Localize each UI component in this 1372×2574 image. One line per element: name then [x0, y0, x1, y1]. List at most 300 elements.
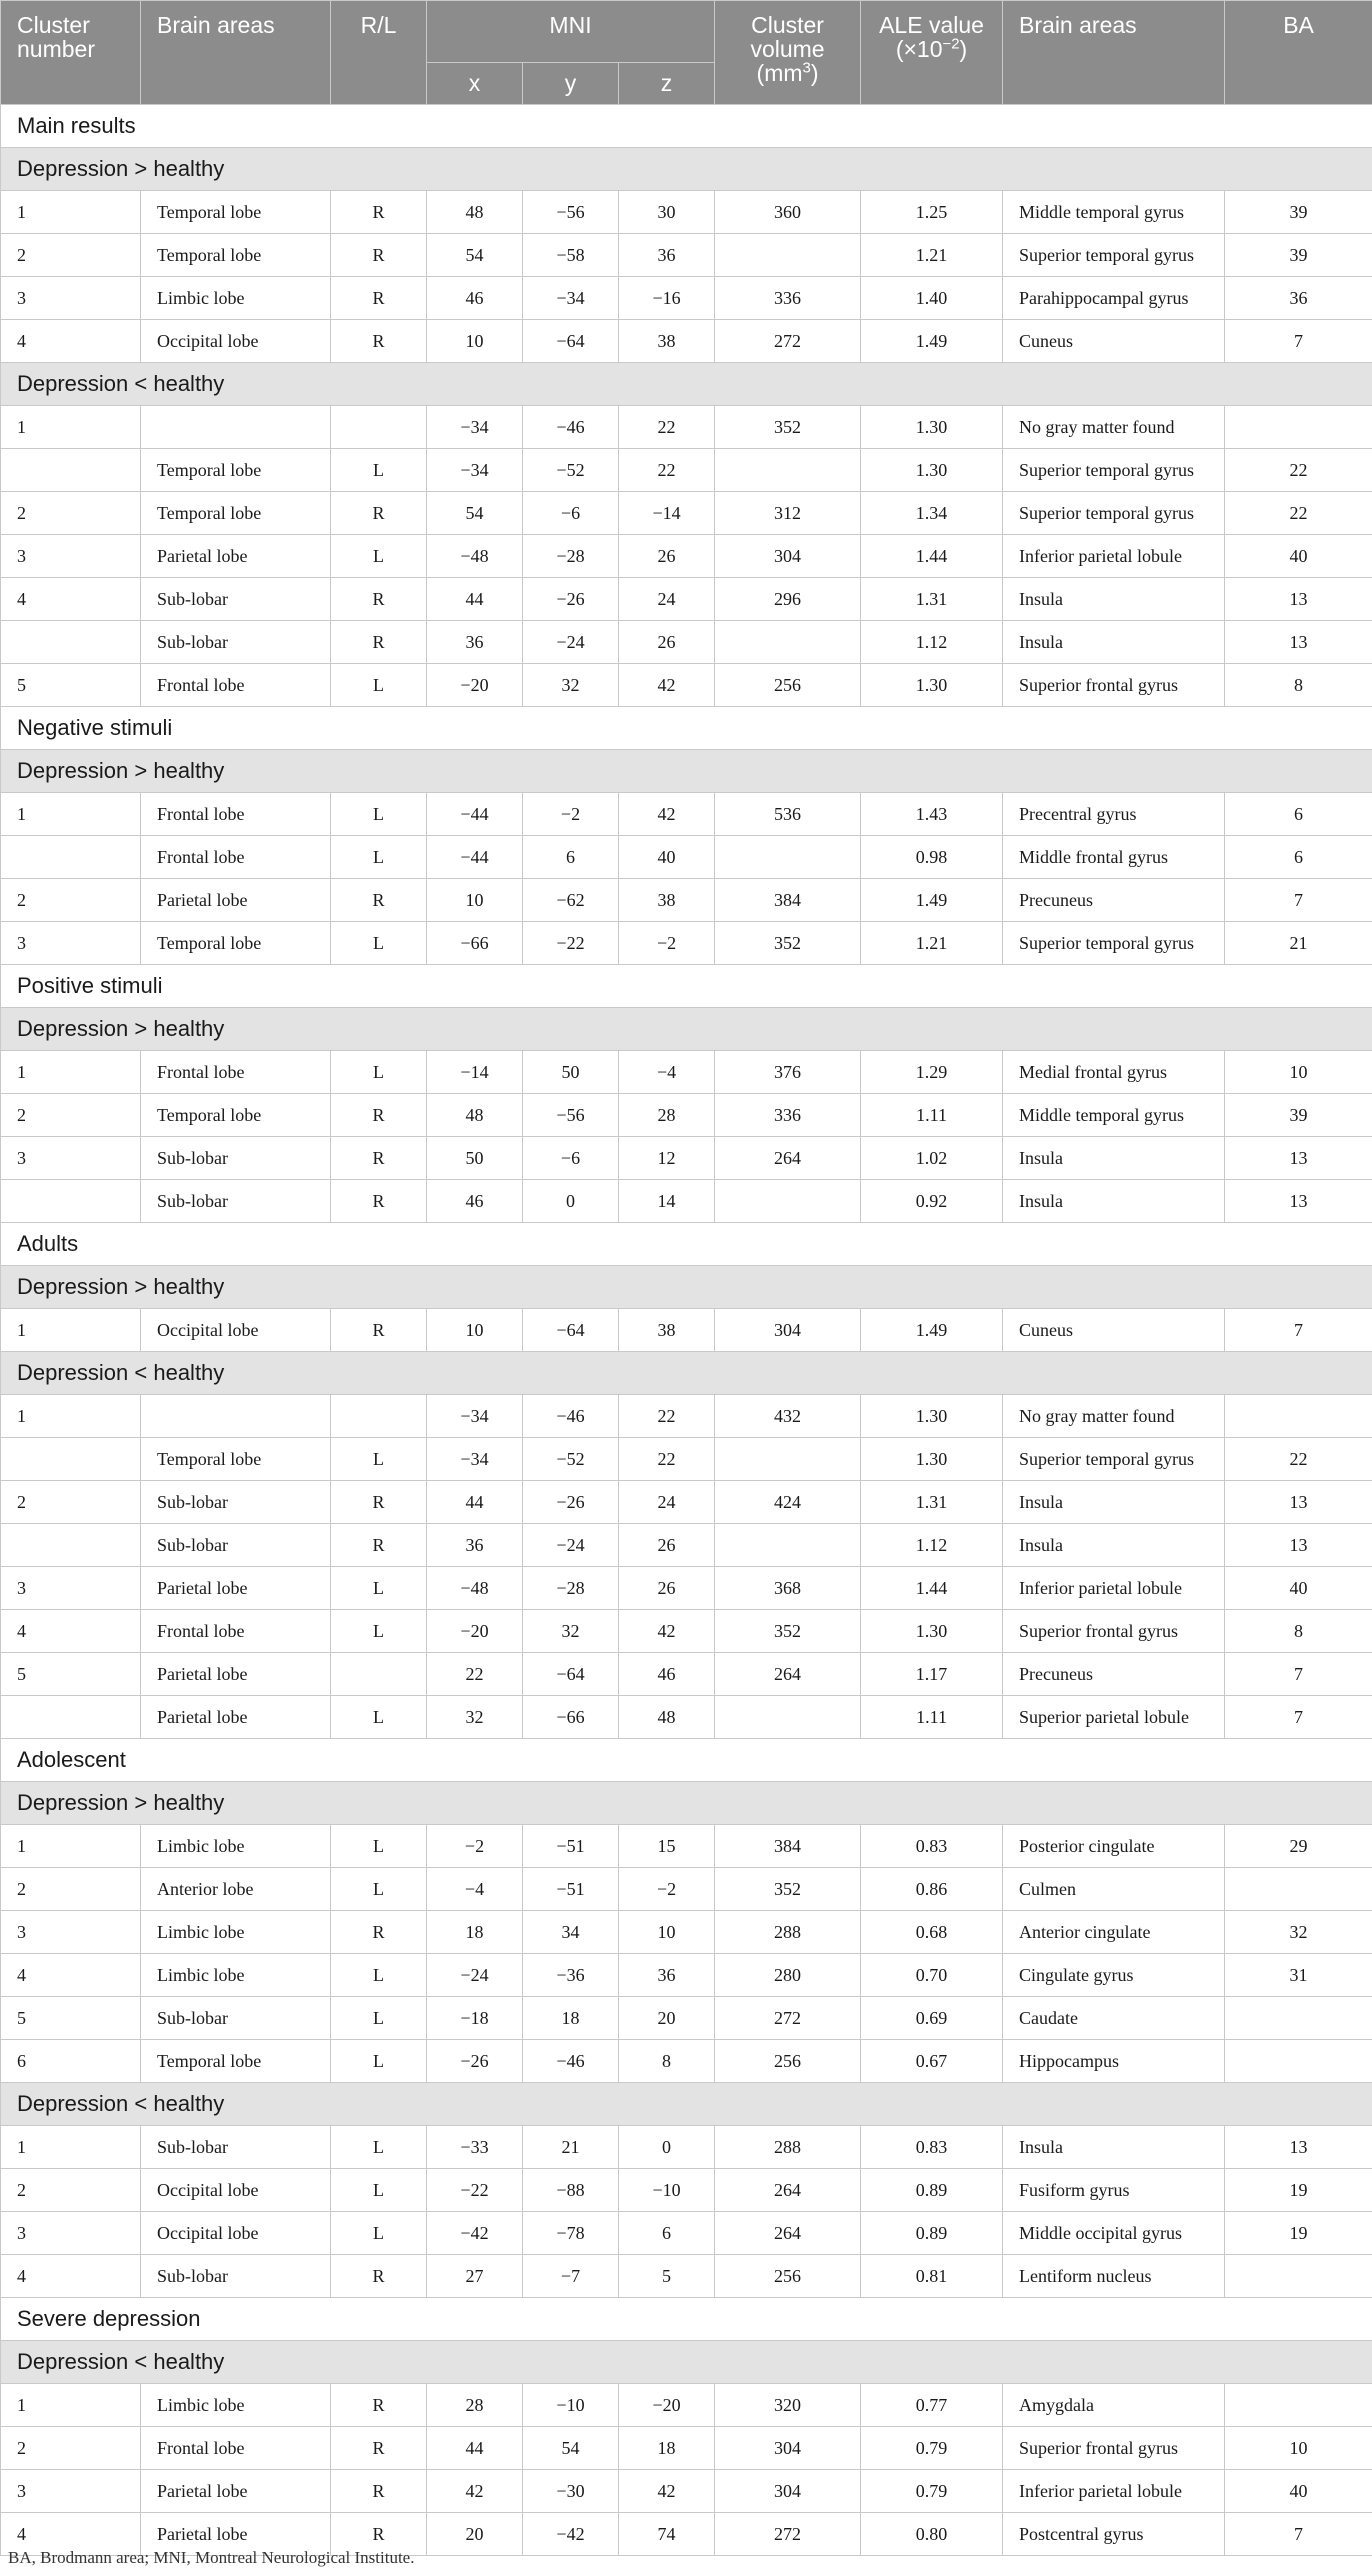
- subsection-label: Depression < healthy: [1, 1352, 1372, 1395]
- cell-mni-x: 22: [427, 1653, 523, 1696]
- cell-mni-y: −22: [523, 922, 619, 965]
- cell-ba: 22: [1225, 492, 1372, 535]
- cell-brain-area: Sub-lobar: [141, 1997, 331, 2040]
- cell-cluster-volume: [715, 449, 861, 492]
- cell-ale-value: 0.79: [861, 2470, 1003, 2513]
- header-rl: R/L: [331, 1, 427, 105]
- cell-mni-x: −42: [427, 2212, 523, 2255]
- cell-mni-x: 28: [427, 2384, 523, 2427]
- cell-cluster-volume: 376: [715, 1051, 861, 1094]
- cell-brain-region: Insula: [1003, 2126, 1225, 2169]
- table-row: [1, 664, 1372, 707]
- cell-mni-y: −78: [523, 2212, 619, 2255]
- cell-ale-value: 1.30: [861, 1395, 1003, 1438]
- cell-mni-x: 20: [427, 2513, 523, 2556]
- cell-mni-y: −24: [523, 1524, 619, 1567]
- cell-hemisphere: [331, 1395, 427, 1438]
- cell-ba: 13: [1225, 1137, 1372, 1180]
- cell-mni-z: 38: [619, 320, 715, 363]
- cell-ba: [1225, 406, 1372, 449]
- cell-brain-area: Frontal lobe: [141, 1051, 331, 1094]
- cell-mni-z: 74: [619, 2513, 715, 2556]
- cell-hemisphere: L: [331, 2169, 427, 2212]
- cell-hemisphere: L: [331, 1868, 427, 1911]
- cell-brain-region: Insula: [1003, 1524, 1225, 1567]
- cell-cluster-volume: 424: [715, 1481, 861, 1524]
- cell-hemisphere: R: [331, 2255, 427, 2298]
- cell-brain-area: Frontal lobe: [141, 664, 331, 707]
- cell-ba: 36: [1225, 277, 1372, 320]
- cell-cluster-number: 1: [1, 191, 141, 234]
- cell-hemisphere: R: [331, 1137, 427, 1180]
- cell-ale-value: 0.86: [861, 1868, 1003, 1911]
- cell-ale-value: 1.30: [861, 1610, 1003, 1653]
- cell-mni-y: −51: [523, 1825, 619, 1868]
- cell-cluster-number: 2: [1, 1094, 141, 1137]
- cell-ale-value: 0.80: [861, 2513, 1003, 2556]
- cell-brain-area: Sub-lobar: [141, 1137, 331, 1180]
- cell-mni-y: 32: [523, 664, 619, 707]
- cell-mni-y: −28: [523, 1567, 619, 1610]
- cell-cluster-volume: 368: [715, 1567, 861, 1610]
- cell-brain-region: Amygdala: [1003, 2384, 1225, 2427]
- cell-brain-area: Frontal lobe: [141, 793, 331, 836]
- table-body: [1, 105, 1372, 2556]
- cell-mni-x: −44: [427, 793, 523, 836]
- table-row: [1, 1825, 1372, 1868]
- cell-brain-area: Sub-lobar: [141, 1524, 331, 1567]
- cell-brain-area: Parietal lobe: [141, 2513, 331, 2556]
- cell-cluster-number: 2: [1, 1868, 141, 1911]
- cell-brain-region: Culmen: [1003, 1868, 1225, 1911]
- cell-ale-value: 1.49: [861, 879, 1003, 922]
- cell-ale-value: 0.83: [861, 1825, 1003, 1868]
- cell-ale-value: 0.67: [861, 2040, 1003, 2083]
- cell-mni-z: 46: [619, 1653, 715, 1696]
- cell-brain-area: Temporal lobe: [141, 449, 331, 492]
- cell-mni-z: 36: [619, 234, 715, 277]
- header-cluster-volume-exp: 3: [802, 59, 811, 77]
- cell-ba: 7: [1225, 1696, 1372, 1739]
- subsection-row: [1, 750, 1372, 793]
- cell-ba: 22: [1225, 449, 1372, 492]
- table-row: [1, 2126, 1372, 2169]
- cell-mni-x: −26: [427, 2040, 523, 2083]
- cell-ba: 22: [1225, 1438, 1372, 1481]
- cell-mni-x: 36: [427, 1524, 523, 1567]
- cell-hemisphere: L: [331, 1051, 427, 1094]
- cell-hemisphere: R: [331, 2513, 427, 2556]
- cell-hemisphere: [331, 406, 427, 449]
- section-row: [1, 707, 1372, 750]
- cell-mni-x: −66: [427, 922, 523, 965]
- table-row: [1, 277, 1372, 320]
- cell-ba: 7: [1225, 1309, 1372, 1352]
- subsection-row: [1, 1782, 1372, 1825]
- cell-mni-x: 48: [427, 191, 523, 234]
- cell-cluster-number: 3: [1, 922, 141, 965]
- cell-hemisphere: L: [331, 1825, 427, 1868]
- cell-cluster-number: 4: [1, 2255, 141, 2298]
- cell-hemisphere: R: [331, 578, 427, 621]
- cell-cluster-volume: 264: [715, 1653, 861, 1696]
- cell-cluster-number: 3: [1, 2470, 141, 2513]
- cell-ba: 13: [1225, 1524, 1372, 1567]
- table-row: [1, 1868, 1372, 1911]
- cell-cluster-volume: [715, 1524, 861, 1567]
- cell-mni-x: 36: [427, 621, 523, 664]
- cell-mni-x: −24: [427, 1954, 523, 1997]
- cell-cluster-volume: [715, 1438, 861, 1481]
- subsection-label: Depression < healthy: [1, 2341, 1372, 2384]
- subsection-label: Depression < healthy: [1, 2083, 1372, 2126]
- cell-mni-z: 40: [619, 836, 715, 879]
- table-row: [1, 578, 1372, 621]
- cell-mni-z: 15: [619, 1825, 715, 1868]
- cell-cluster-volume: 296: [715, 578, 861, 621]
- cell-mni-y: −51: [523, 1868, 619, 1911]
- cell-cluster-volume: 312: [715, 492, 861, 535]
- cell-brain-region: Superior temporal gyrus: [1003, 1438, 1225, 1481]
- table-row: [1, 836, 1372, 879]
- cell-mni-x: 10: [427, 320, 523, 363]
- cell-cluster-number: 3: [1, 1567, 141, 1610]
- cell-ale-value: 1.31: [861, 578, 1003, 621]
- table-row: [1, 1309, 1372, 1352]
- cell-mni-y: −26: [523, 578, 619, 621]
- section-label: Severe depression: [1, 2298, 1372, 2341]
- cell-mni-z: 24: [619, 578, 715, 621]
- cell-hemisphere: R: [331, 492, 427, 535]
- cell-cluster-volume: 288: [715, 1911, 861, 1954]
- cell-hemisphere: R: [331, 1180, 427, 1223]
- subsection-label: Depression > healthy: [1, 1008, 1372, 1051]
- cell-hemisphere: R: [331, 1524, 427, 1567]
- cell-mni-x: 44: [427, 1481, 523, 1524]
- cell-mni-y: −64: [523, 320, 619, 363]
- cell-ale-value: 1.49: [861, 1309, 1003, 1352]
- cell-hemisphere: L: [331, 1438, 427, 1481]
- cell-mni-x: 10: [427, 1309, 523, 1352]
- cell-hemisphere: R: [331, 234, 427, 277]
- table-row: [1, 191, 1372, 234]
- cell-hemisphere: L: [331, 535, 427, 578]
- cell-ba: 8: [1225, 664, 1372, 707]
- table-row: [1, 1395, 1372, 1438]
- cell-mni-y: −66: [523, 1696, 619, 1739]
- cell-mni-z: 24: [619, 1481, 715, 1524]
- cell-cluster-volume: 336: [715, 1094, 861, 1137]
- cell-ba: 13: [1225, 1180, 1372, 1223]
- cell-brain-area: Anterior lobe: [141, 1868, 331, 1911]
- cell-cluster-volume: 272: [715, 320, 861, 363]
- cell-mni-z: 42: [619, 2470, 715, 2513]
- header-z: z: [619, 63, 715, 105]
- cell-ba: 8: [1225, 1610, 1372, 1653]
- cell-mni-x: −4: [427, 1868, 523, 1911]
- table-row: [1, 492, 1372, 535]
- cell-ba: 39: [1225, 1094, 1372, 1137]
- section-row: [1, 1223, 1372, 1266]
- cell-cluster-volume: 288: [715, 2126, 861, 2169]
- cell-ba: [1225, 1395, 1372, 1438]
- table-row: [1, 2427, 1372, 2470]
- cell-ale-value: 0.79: [861, 2427, 1003, 2470]
- cell-mni-z: 22: [619, 406, 715, 449]
- cell-cluster-volume: 304: [715, 1309, 861, 1352]
- cell-mni-y: 34: [523, 1911, 619, 1954]
- cell-cluster-number: [1, 1438, 141, 1481]
- cell-ba: 13: [1225, 1481, 1372, 1524]
- cell-brain-region: Insula: [1003, 578, 1225, 621]
- cell-cluster-number: [1, 1524, 141, 1567]
- cell-ba: 10: [1225, 2427, 1372, 2470]
- cell-ale-value: 1.11: [861, 1696, 1003, 1739]
- cell-ba: 21: [1225, 922, 1372, 965]
- table-row: [1, 1997, 1372, 2040]
- cell-cluster-number: 2: [1, 1481, 141, 1524]
- cell-mni-y: 0: [523, 1180, 619, 1223]
- cell-brain-area: Temporal lobe: [141, 922, 331, 965]
- cell-cluster-volume: 320: [715, 2384, 861, 2427]
- table-header: [1, 1, 1372, 105]
- cell-cluster-volume: 352: [715, 1868, 861, 1911]
- cell-cluster-volume: 264: [715, 1137, 861, 1180]
- cell-cluster-volume: 352: [715, 922, 861, 965]
- table-footnote: BA, Brodmann area; MNI, Montreal Neurological Institute.: [8, 2548, 415, 2567]
- cell-mni-z: 38: [619, 1309, 715, 1352]
- cell-mni-x: 54: [427, 234, 523, 277]
- cell-hemisphere: L: [331, 1954, 427, 1997]
- cell-cluster-volume: 256: [715, 2255, 861, 2298]
- cell-hemisphere: R: [331, 1481, 427, 1524]
- cell-brain-region: Middle frontal gyrus: [1003, 836, 1225, 879]
- cell-brain-area: Parietal lobe: [141, 535, 331, 578]
- table-row: [1, 449, 1372, 492]
- cell-ba: 39: [1225, 191, 1372, 234]
- cell-cluster-volume: 304: [715, 535, 861, 578]
- cell-ba: [1225, 2255, 1372, 2298]
- cell-ale-value: 1.12: [861, 1524, 1003, 1567]
- cell-hemisphere: L: [331, 1610, 427, 1653]
- cell-cluster-number: 2: [1, 2427, 141, 2470]
- cell-ba: [1225, 1997, 1372, 2040]
- cell-mni-y: −34: [523, 277, 619, 320]
- cell-cluster-volume: 280: [715, 1954, 861, 1997]
- cell-hemisphere: R: [331, 879, 427, 922]
- cell-brain-area: Sub-lobar: [141, 1481, 331, 1524]
- cell-ale-value: 1.21: [861, 234, 1003, 277]
- cell-hemisphere: R: [331, 277, 427, 320]
- cell-mni-x: −14: [427, 1051, 523, 1094]
- cell-cluster-number: 2: [1, 2169, 141, 2212]
- cell-cluster-number: 4: [1, 320, 141, 363]
- cell-mni-z: 26: [619, 535, 715, 578]
- cell-cluster-volume: 536: [715, 793, 861, 836]
- cell-hemisphere: R: [331, 621, 427, 664]
- header-ba: BA: [1225, 1, 1372, 105]
- table-row: [1, 621, 1372, 664]
- cell-mni-y: −2: [523, 793, 619, 836]
- cell-mni-x: −18: [427, 1997, 523, 2040]
- table-row: [1, 2040, 1372, 2083]
- header-y: y: [523, 63, 619, 105]
- cell-mni-y: −64: [523, 1309, 619, 1352]
- table-row: [1, 1524, 1372, 1567]
- cell-ba: 13: [1225, 2126, 1372, 2169]
- table-row: [1, 879, 1372, 922]
- table-row: [1, 1610, 1372, 1653]
- cell-cluster-number: 2: [1, 234, 141, 277]
- cell-mni-y: −10: [523, 2384, 619, 2427]
- cell-mni-x: 46: [427, 1180, 523, 1223]
- cell-mni-z: −14: [619, 492, 715, 535]
- cell-brain-area: Parietal lobe: [141, 1567, 331, 1610]
- cell-hemisphere: R: [331, 1094, 427, 1137]
- cell-mni-z: 26: [619, 1524, 715, 1567]
- cell-mni-y: −6: [523, 492, 619, 535]
- cell-mni-z: 42: [619, 664, 715, 707]
- table-row: [1, 1567, 1372, 1610]
- cell-brain-region: Precuneus: [1003, 879, 1225, 922]
- cell-brain-region: Middle occipital gyrus: [1003, 2212, 1225, 2255]
- cell-hemisphere: L: [331, 1567, 427, 1610]
- header-cluster-volume-close: ): [810, 60, 819, 86]
- cell-mni-z: 8: [619, 2040, 715, 2083]
- cell-ba: 29: [1225, 1825, 1372, 1868]
- cell-brain-region: Inferior parietal lobule: [1003, 2470, 1225, 2513]
- cell-ale-value: 1.49: [861, 320, 1003, 363]
- cell-hemisphere: R: [331, 2470, 427, 2513]
- subsection-label: Depression > healthy: [1, 1266, 1372, 1309]
- cell-ale-value: 1.17: [861, 1653, 1003, 1696]
- cell-mni-y: −28: [523, 535, 619, 578]
- cell-cluster-number: 1: [1, 1309, 141, 1352]
- cell-cluster-number: 4: [1, 2513, 141, 2556]
- cell-brain-area: Frontal lobe: [141, 1610, 331, 1653]
- cell-hemisphere: L: [331, 836, 427, 879]
- header-cluster-volume: [715, 1, 861, 105]
- cell-hemisphere: R: [331, 320, 427, 363]
- cell-mni-y: −56: [523, 1094, 619, 1137]
- cell-brain-area: Temporal lobe: [141, 492, 331, 535]
- cell-mni-z: 22: [619, 1395, 715, 1438]
- cell-cluster-number: 4: [1, 1954, 141, 1997]
- table-row: [1, 320, 1372, 363]
- cell-mni-x: 42: [427, 2470, 523, 2513]
- cell-mni-x: −20: [427, 1610, 523, 1653]
- subsection-row: [1, 2083, 1372, 2126]
- cell-cluster-number: 1: [1, 2126, 141, 2169]
- cell-brain-region: Precentral gyrus: [1003, 793, 1225, 836]
- cell-brain-area: Parietal lobe: [141, 879, 331, 922]
- cell-ba: 6: [1225, 836, 1372, 879]
- cell-cluster-number: 1: [1, 1395, 141, 1438]
- cell-cluster-number: 1: [1, 2384, 141, 2427]
- cell-brain-area: [141, 406, 331, 449]
- cell-ba: 40: [1225, 1567, 1372, 1610]
- cell-mni-z: 10: [619, 1911, 715, 1954]
- header-x: x: [427, 63, 523, 105]
- cell-brain-region: Insula: [1003, 621, 1225, 664]
- cell-ale-value: 0.81: [861, 2255, 1003, 2298]
- cell-mni-x: −33: [427, 2126, 523, 2169]
- cell-brain-region: No gray matter found: [1003, 406, 1225, 449]
- cell-cluster-number: 3: [1, 277, 141, 320]
- cell-cluster-number: 3: [1, 1911, 141, 1954]
- cell-cluster-number: 5: [1, 1653, 141, 1696]
- cell-brain-area: Sub-lobar: [141, 1180, 331, 1223]
- cell-mni-z: 30: [619, 191, 715, 234]
- cell-mni-y: 32: [523, 1610, 619, 1653]
- cell-mni-z: −10: [619, 2169, 715, 2212]
- cell-mni-y: −30: [523, 2470, 619, 2513]
- cell-brain-area: [141, 1395, 331, 1438]
- table-row: [1, 406, 1372, 449]
- cell-cluster-number: [1, 1180, 141, 1223]
- cell-cluster-number: 1: [1, 406, 141, 449]
- cell-mni-z: 38: [619, 879, 715, 922]
- section-label: Adults: [1, 1223, 1372, 1266]
- cell-cluster-volume: [715, 621, 861, 664]
- cell-ba: 32: [1225, 1911, 1372, 1954]
- cell-ba: 6: [1225, 793, 1372, 836]
- cell-hemisphere: L: [331, 1696, 427, 1739]
- cell-brain-area: Sub-lobar: [141, 2126, 331, 2169]
- cell-mni-z: 42: [619, 793, 715, 836]
- table-row: [1, 1137, 1372, 1180]
- cell-mni-x: −44: [427, 836, 523, 879]
- cell-mni-x: −22: [427, 2169, 523, 2212]
- cell-mni-z: 20: [619, 1997, 715, 2040]
- cell-brain-area: Occipital lobe: [141, 1309, 331, 1352]
- cell-mni-x: −48: [427, 1567, 523, 1610]
- cell-mni-x: −20: [427, 664, 523, 707]
- cell-cluster-volume: 360: [715, 191, 861, 234]
- section-label: Positive stimuli: [1, 965, 1372, 1008]
- cell-mni-z: 26: [619, 621, 715, 664]
- cell-mni-y: −52: [523, 1438, 619, 1481]
- cell-ale-value: 1.30: [861, 1438, 1003, 1481]
- cell-ale-value: 1.31: [861, 1481, 1003, 1524]
- cell-brain-region: Cuneus: [1003, 320, 1225, 363]
- cell-mni-z: 22: [619, 449, 715, 492]
- cell-cluster-volume: 304: [715, 2427, 861, 2470]
- cell-cluster-volume: 256: [715, 664, 861, 707]
- table-row: [1, 1438, 1372, 1481]
- section-row: [1, 2298, 1372, 2341]
- cell-brain-region: Superior parietal lobule: [1003, 1696, 1225, 1739]
- cell-cluster-number: 5: [1, 1997, 141, 2040]
- cell-ale-value: 0.70: [861, 1954, 1003, 1997]
- cell-brain-region: Caudate: [1003, 1997, 1225, 2040]
- cell-brain-region: Superior frontal gyrus: [1003, 664, 1225, 707]
- cell-brain-area: Limbic lobe: [141, 1911, 331, 1954]
- cell-ale-value: 1.30: [861, 406, 1003, 449]
- cell-ale-value: 0.77: [861, 2384, 1003, 2427]
- cell-mni-y: 54: [523, 2427, 619, 2470]
- cell-brain-region: Insula: [1003, 1137, 1225, 1180]
- cell-ale-value: 1.12: [861, 621, 1003, 664]
- cell-ba: 19: [1225, 2169, 1372, 2212]
- header-ale-label: ALE value: [879, 12, 984, 38]
- cell-brain-area: Limbic lobe: [141, 1825, 331, 1868]
- cell-ale-value: 0.89: [861, 2169, 1003, 2212]
- cell-brain-area: Limbic lobe: [141, 2384, 331, 2427]
- table-row: [1, 535, 1372, 578]
- cell-mni-z: −2: [619, 922, 715, 965]
- cell-mni-y: −6: [523, 1137, 619, 1180]
